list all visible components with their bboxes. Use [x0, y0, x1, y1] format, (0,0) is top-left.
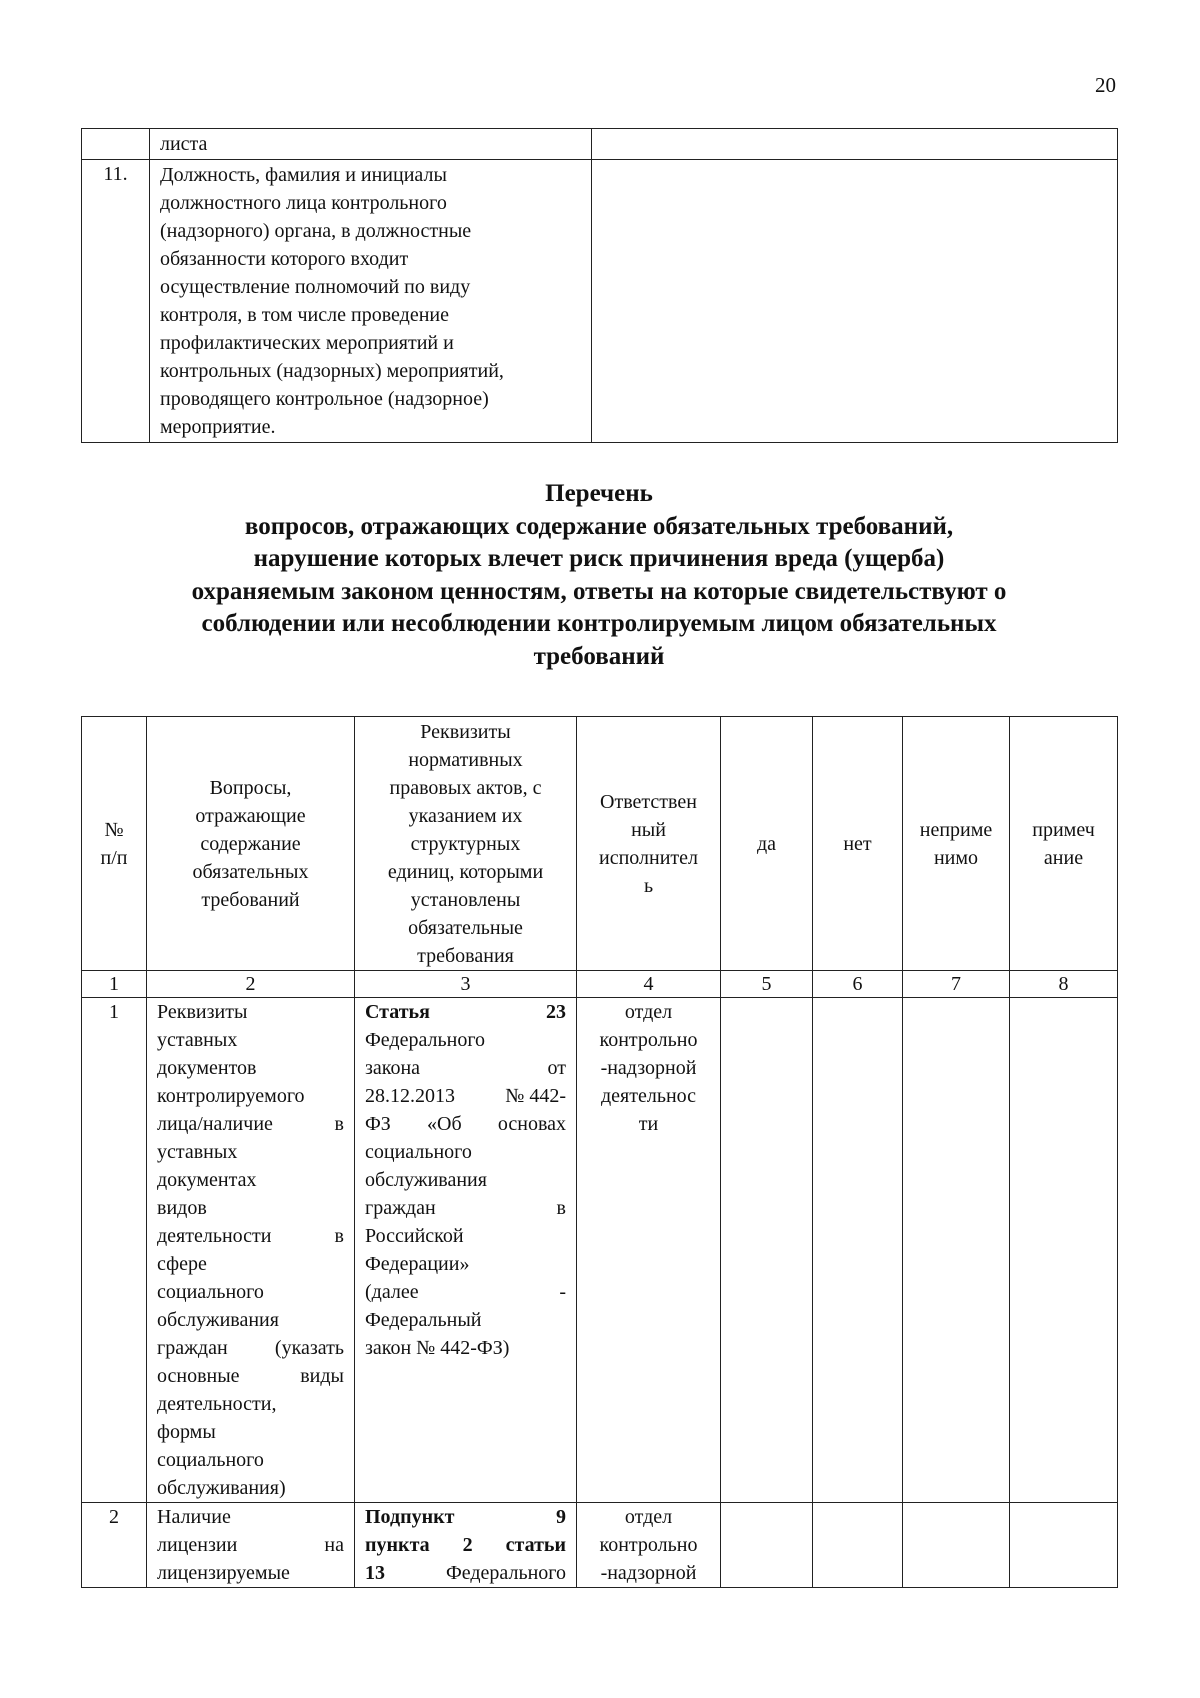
text-line [157, 1474, 344, 1502]
word: закона [365, 1057, 421, 1079]
text-line [365, 1306, 566, 1334]
text-line: исполнител [598, 846, 698, 869]
label-line: обязанности которого входит [160, 248, 409, 270]
word: обслуживания [157, 1309, 279, 1331]
word: основах [497, 1113, 566, 1135]
word: 28.12.2013 [365, 1085, 455, 1107]
word: Подпункт [365, 1506, 455, 1528]
text-line [365, 1082, 566, 1110]
text-line [157, 1362, 344, 1390]
word: деятельности, [157, 1393, 277, 1415]
text-line [157, 1250, 344, 1278]
text-line [157, 1278, 344, 1306]
text-line: содержание [200, 832, 301, 855]
text-line [157, 1390, 344, 1418]
column-number: 8 [1010, 971, 1118, 998]
requisites-cell [355, 1503, 577, 1588]
text-line [157, 1194, 344, 1222]
text-line [157, 1418, 344, 1446]
word: контролируемого [157, 1085, 305, 1107]
answer-yes-cell[interactable] [721, 998, 813, 1503]
word: социального [157, 1449, 264, 1471]
word: ФЗ [365, 1113, 391, 1135]
word: Федеральный [365, 1309, 482, 1331]
question-cell [147, 1503, 355, 1588]
column-number: 4 [577, 971, 721, 998]
text-line: указанием их [408, 804, 523, 827]
word: 2 [462, 1534, 473, 1556]
text-line [157, 1026, 344, 1054]
column-number: 6 [813, 971, 903, 998]
header-yes [721, 717, 813, 971]
text-line [157, 1222, 344, 1250]
text-line [157, 1306, 344, 1334]
label-line: проводящего контрольное (надзорное) [160, 388, 489, 410]
text-line: нет [843, 832, 872, 855]
text-line: -надзорной [600, 1562, 697, 1584]
text-line [157, 1054, 344, 1082]
text-line [365, 1503, 566, 1531]
text-line: структурных [410, 832, 521, 855]
word: документов [157, 1057, 257, 1079]
word: 9 [556, 1506, 566, 1528]
table-row [82, 1503, 1118, 1588]
word: в [334, 1225, 344, 1247]
text-line: требований [201, 888, 300, 911]
text-line: Ответствен [600, 790, 697, 813]
word: - [559, 1281, 566, 1303]
word: граждан [157, 1337, 228, 1359]
header-not-applicable [903, 717, 1010, 971]
label-line: Должность, фамилия и инициалы [160, 164, 447, 186]
row-number: 1 [82, 998, 147, 1503]
header-requisites [355, 717, 577, 971]
requisites-cell [355, 998, 577, 1503]
text-line [365, 1110, 566, 1138]
title-line: Перечень [545, 480, 653, 507]
column-number: 5 [721, 971, 813, 998]
word: лица/наличие [157, 1113, 273, 1135]
section-title [31, 478, 1167, 673]
word: от [547, 1057, 566, 1079]
text-line: Реквизиты [420, 720, 511, 743]
column-number: 3 [355, 971, 577, 998]
word: Федерального [365, 1029, 486, 1051]
text-line [365, 1278, 566, 1306]
word: Российской [365, 1225, 464, 1247]
word: (далее [365, 1281, 419, 1303]
word: Реквизиты [157, 1001, 248, 1023]
text-line [365, 1334, 566, 1362]
text-line [157, 1166, 344, 1194]
word: видов [157, 1197, 207, 1219]
header-row [82, 717, 1118, 971]
word: в [556, 1197, 566, 1219]
word: (указать [274, 1337, 344, 1359]
text-line: № [104, 818, 124, 841]
word: граждан [365, 1197, 436, 1219]
text-line: -надзорной [600, 1057, 697, 1079]
word: 23 [546, 1001, 566, 1023]
word: Федерации» [365, 1253, 470, 1275]
word: Наличие [157, 1506, 231, 1528]
label-line: профилактических мероприятий и [160, 332, 454, 354]
text-line: примеч [1032, 818, 1095, 841]
requirements-table [81, 716, 1118, 1588]
text-line: требования [417, 944, 514, 967]
word: социального [157, 1281, 264, 1303]
header-questions [147, 717, 355, 971]
answer-no-cell[interactable] [813, 1503, 903, 1588]
label-line: осуществление полномочий по виду [160, 276, 471, 298]
text-line: отдел [624, 1001, 673, 1023]
word: в [334, 1113, 344, 1135]
word: лицензируемые [157, 1562, 290, 1584]
text-line: отражающие [195, 804, 306, 827]
row-number: 11. [82, 160, 150, 443]
text-line: ти [638, 1113, 659, 1135]
word: обслуживания [365, 1169, 487, 1191]
word: сфере [157, 1253, 207, 1275]
title-line: нарушение которых влечет риск причинения вреда (ущерба) [253, 545, 945, 572]
requisites-bold [365, 998, 566, 1026]
text-line [365, 1166, 566, 1194]
label-line: контрольных (надзорных) мероприятий, [160, 360, 504, 382]
text-line: правовых актов, с [389, 776, 542, 799]
text-line [157, 1110, 344, 1138]
column-number: 1 [82, 971, 147, 998]
title-line: соблюдении или несоблюдении контролируемым лицом обязательных [201, 610, 997, 637]
row-label [150, 160, 592, 443]
text-line: контрольно [599, 1534, 698, 1556]
text-line: нормативных [408, 748, 523, 771]
word: документах [157, 1169, 257, 1191]
word: виды [300, 1365, 344, 1387]
text-line: обязательные [408, 916, 523, 939]
answer-yes-cell[interactable] [721, 1503, 813, 1588]
header-number [82, 717, 147, 971]
word: закон № 442-ФЗ) [365, 1337, 510, 1359]
text-line [157, 1138, 344, 1166]
column-numbers-row [82, 971, 1118, 998]
text-line: неприме [919, 818, 993, 841]
word: социального [365, 1141, 472, 1163]
answer-na-cell[interactable] [903, 998, 1010, 1503]
requisites-bold [365, 1503, 566, 1559]
header-note [1010, 717, 1118, 971]
word: лицензии [157, 1534, 238, 1556]
word: уставных [157, 1029, 238, 1051]
word: деятельности [157, 1225, 272, 1247]
table-row [82, 129, 1118, 160]
word: уставных [157, 1141, 238, 1163]
text-line [365, 1531, 566, 1559]
text-line: нимо [933, 846, 979, 869]
text-line: ание [1043, 846, 1084, 869]
word: пункта [365, 1534, 430, 1556]
answer-no-cell[interactable] [813, 998, 903, 1503]
text-line: единиц, которыми [387, 860, 544, 883]
word: Статья [365, 1001, 430, 1023]
text-line [365, 1026, 566, 1054]
row-number [82, 129, 150, 160]
word: № 442- [505, 1085, 566, 1107]
text-line: обязательных [192, 860, 309, 883]
text-line [157, 1559, 344, 1587]
row-number: 2 [82, 1503, 147, 1588]
label-line: контроля, в том числе проведение [160, 304, 449, 326]
table-row [82, 160, 1118, 443]
title-line: охраняемым законом ценностям, ответы на которые свидетельствуют о [191, 577, 1007, 605]
text-line [365, 1194, 566, 1222]
row-label: листа [150, 129, 592, 160]
text-line [157, 1503, 344, 1531]
row-value [592, 160, 1118, 443]
text-line: ь [643, 874, 654, 897]
label-line: должностного лица контрольного [160, 192, 447, 214]
text-line: Вопросы, [209, 776, 292, 799]
title-line: требований [533, 642, 665, 670]
text-line: установлены [410, 888, 521, 911]
top-table [81, 128, 1118, 443]
text-line [157, 998, 344, 1026]
table-row [82, 998, 1118, 1503]
header-no [813, 717, 903, 971]
word: формы [157, 1421, 216, 1443]
requisites-mixed-line [365, 1559, 566, 1587]
label-line: мероприятие. [160, 416, 276, 438]
note-cell[interactable] [1010, 998, 1118, 1503]
text-line: да [756, 832, 777, 855]
text-line: ный [631, 818, 666, 841]
text-line [157, 1531, 344, 1559]
header-responsible [577, 717, 721, 971]
responsible-cell [577, 998, 721, 1503]
word: обслуживания) [157, 1477, 286, 1499]
text-line [365, 1250, 566, 1278]
requisites-text [365, 1026, 566, 1362]
word: «Об [427, 1113, 462, 1135]
question-cell [147, 998, 355, 1503]
text-line: контрольно [599, 1029, 698, 1051]
text-line: п/п [100, 846, 128, 869]
page-number: 20 [1095, 73, 1116, 97]
title-line: вопросов, отражающих содержание обязательных требований, [244, 512, 954, 540]
column-number: 2 [147, 971, 355, 998]
word: на [324, 1534, 344, 1556]
text-line [157, 1082, 344, 1110]
text-line [365, 1138, 566, 1166]
responsible-cell [577, 1503, 721, 1588]
column-number: 7 [903, 971, 1010, 998]
row-value [592, 129, 1118, 160]
text-line [157, 1446, 344, 1474]
word: основные [157, 1365, 240, 1387]
text-line [157, 1334, 344, 1362]
text-line [365, 998, 566, 1026]
text-line [365, 1222, 566, 1250]
note-cell[interactable] [1010, 1503, 1118, 1588]
requisites-bold-fragment: 13 [365, 1562, 385, 1584]
word: статьи [505, 1534, 566, 1556]
answer-na-cell[interactable] [903, 1503, 1010, 1588]
text-line: деятельнос [600, 1085, 697, 1107]
label-line: (надзорного) органа, в должностные [160, 220, 472, 242]
text-line [365, 1054, 566, 1082]
requisites-text-fragment: Федерального [445, 1562, 566, 1584]
text-line: отдел [624, 1506, 673, 1528]
